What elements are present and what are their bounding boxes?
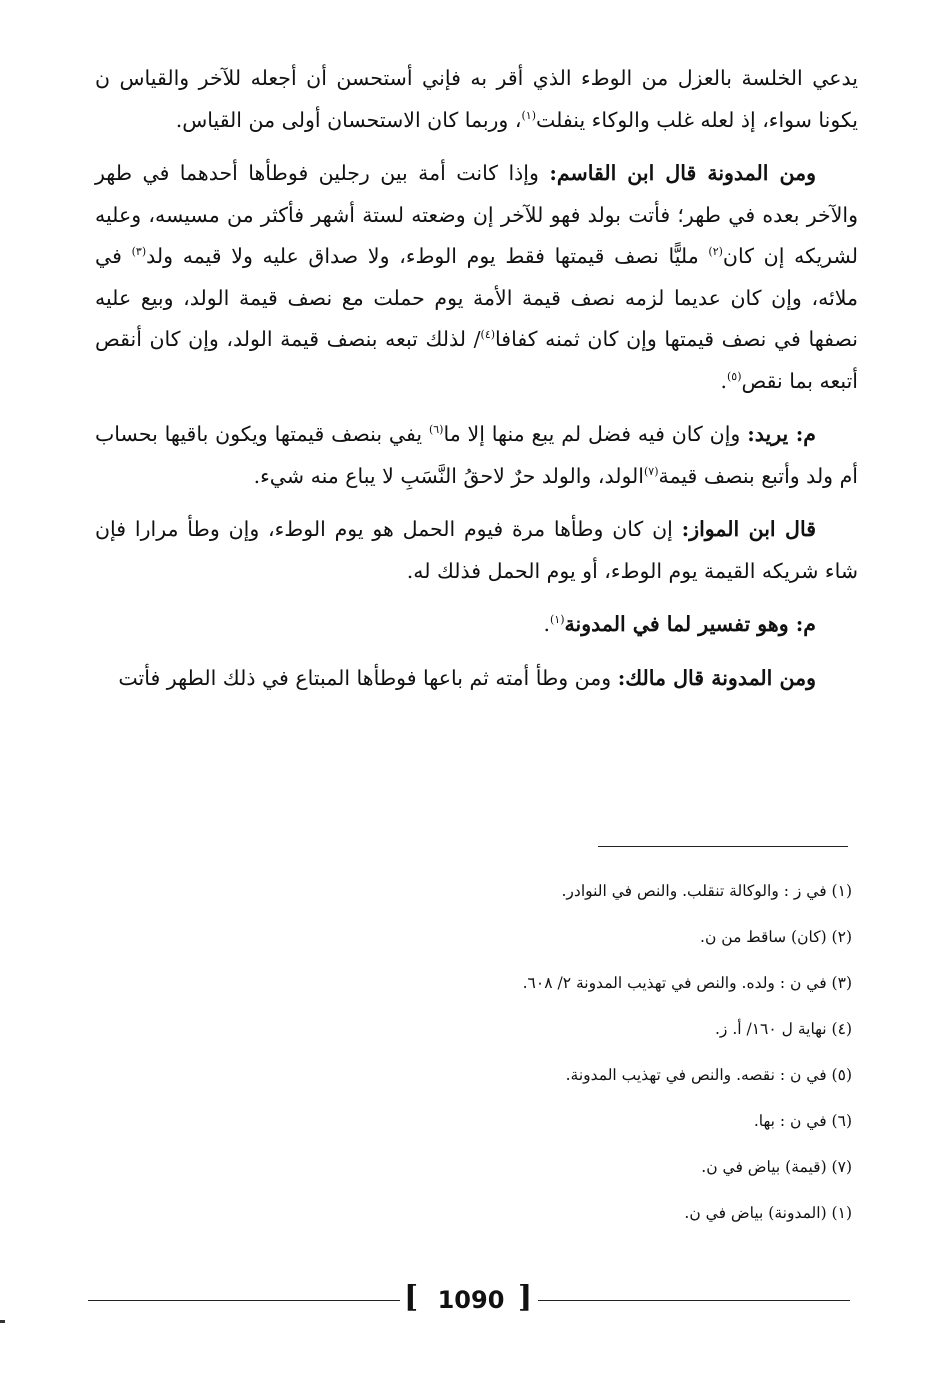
footnote-ref: (٤) xyxy=(480,328,496,342)
footnote-ref: (٣) xyxy=(131,245,147,259)
paragraph-3 xyxy=(95,414,858,497)
paragraph-6 xyxy=(95,658,858,700)
footnote-ref: (١) xyxy=(521,108,536,122)
paragraph-2-lead: ومن المدونة قال ابن القاسم: xyxy=(549,161,816,185)
folio-rule-right xyxy=(538,1300,850,1301)
paragraph-5 xyxy=(95,604,858,646)
footnote-item: (٦) في ن : بها. xyxy=(753,1112,852,1130)
folio-bracket-close: ] xyxy=(518,1280,533,1315)
paragraph-4 xyxy=(95,509,858,592)
footnote-item: (١) في ز : والوكالة تنقلب. والنص في النوادر. xyxy=(561,882,852,900)
footnote-ref: (٧) xyxy=(644,464,659,478)
footnote-item: (١) (المدونة) بياض في ن. xyxy=(684,1204,852,1222)
page-number: 1090 xyxy=(437,1286,505,1314)
scan-edge-mark xyxy=(0,1320,5,1323)
main-text xyxy=(95,58,858,711)
page-folio xyxy=(0,1278,944,1328)
paragraph-5-lead: م: وهو تفسير لما في المدونة xyxy=(564,612,816,636)
footnote-ref: (٢) xyxy=(708,245,723,259)
footnote-item: (٢) (كان) ساقط من ن. xyxy=(700,928,852,946)
paragraph-6-lead: ومن المدونة قال مالك: xyxy=(617,665,816,690)
paragraph-6-text: ومن وطأ أمته ثم باعها فوطأها المبتاع في ذلك الطهر فأتت xyxy=(118,665,618,690)
footnotes xyxy=(300,868,852,1236)
paragraph-2-text-c: في ملائه، وإن كان عديما لزمه نصف قيمة الأمة يوم حملت مع نصف قيمة الولد، وبيع عليه نصفها في نصف قيمتها وإن كان ثمنه كفافا xyxy=(95,244,859,351)
footnote-item: (٥) في ن : نقصه. والنص في تهذيب المدونة. xyxy=(565,1066,852,1084)
footnote-ref: (٦) xyxy=(428,423,444,437)
paragraph-3-text: وإن كان فيه فضل لم يبع منها إلا ما xyxy=(443,422,748,446)
paragraph-3-text-b: يفي بنصف قيمتها ويكون باقيها بحساب أم ولد وأتبع بنصف قيمة xyxy=(95,422,858,488)
footnote-ref: (٥) xyxy=(726,369,742,383)
folio-bracket-open: [ xyxy=(404,1280,419,1315)
footnote-separator xyxy=(598,846,848,847)
paragraph-2-text-e: . xyxy=(720,368,727,393)
footnote-item: (٤) نهاية ل ١٦٠/ أ. ز. xyxy=(714,1020,852,1038)
paragraph-2 xyxy=(95,153,858,402)
paragraph-1 xyxy=(95,58,858,141)
paragraph-2-text-d: / لذلك تبعه بنصف قيمة الولد، وإن كان أنقص أتبعه بما نقص xyxy=(95,327,858,393)
paragraph-3-lead: م: يريد: xyxy=(747,422,816,446)
paragraph-1-text: يدعي الخلسة بالعزل من الوطء الذي أقر به فإني أستحسن أن أجعله للآخر والقياس ن يكونا سواء، إذ لعله غلب والوكاء ينفلت xyxy=(95,66,858,132)
paragraph-4-lead: قال ابن المواز: xyxy=(681,517,816,541)
paragraph-2-text: وإذا كانت أمة بين رجلين فوطأها أحدهما في طهر والآخر بعده في طهر؛ فأتت بولد فهو للآخر إن وضعته لستة أشهر فأكثر من مسيسه، وعليه لشريكه إن كان xyxy=(95,161,858,268)
paragraph-3-text-c: الولد، والولد حرٌ لاحقُ النَّسَبِ لا يباع منه شيء. xyxy=(253,463,644,488)
paragraph-5-text-end: . xyxy=(543,612,550,636)
footnote-item: (٧) (قيمة) بياض في ن. xyxy=(701,1158,852,1176)
paragraph-4-text: إن كان وطأها مرة فيوم الحمل هو يوم الوطء، وإن وطأ مرارا فإن شاء شريكه القيمة يوم الوطء، أو يوم الحمل فذلك له. xyxy=(95,517,858,583)
footnote-item: (٣) في ن : ولده. والنص في تهذيب المدونة ٢/ ٦٠٨. xyxy=(522,974,852,992)
paragraph-1-text-end: ، وربما كان الاستحسان أولى من القياس. xyxy=(175,107,522,132)
folio-rule-left xyxy=(88,1300,400,1301)
footnote-ref: (١) xyxy=(549,613,565,627)
paragraph-2-text-b: مليًّا نصف قيمتها فقط يوم الوطء، ولا صداق عليه ولا قيمه ولد xyxy=(146,244,709,268)
